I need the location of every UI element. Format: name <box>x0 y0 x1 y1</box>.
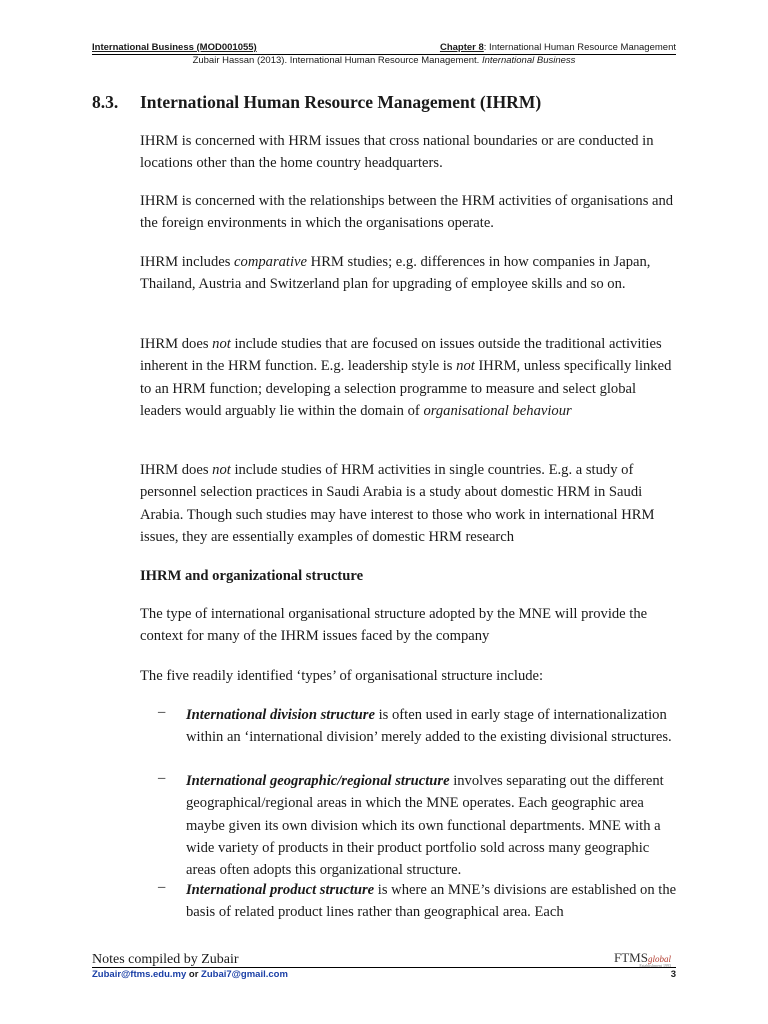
ftms-logo: FTMSglobal Establishment 1993 <box>614 950 671 968</box>
bullet-dash: – <box>158 704 166 720</box>
paragraph-5: IHRM does not include studies of HRM activities in single countries. E.g. a study of personnel selection practices in Saudi Arabia is a study about domestic HRM in Saudi Arabia. Though such studies may have interest to those who work in international HRM issues, they are essentially examples of domestic HRM research <box>140 462 655 545</box>
paragraph-2: IHRM is concerned with the relationships between the HRM activities of organisations and the foreign environments in which the organisations operate. <box>140 193 674 232</box>
bullet-dash: – <box>158 770 166 786</box>
bullet-dash: – <box>158 879 166 895</box>
running-header <box>92 42 676 55</box>
bullet-item: International geographic/regional structure involves separating out the different geographical/regional areas in which the MNE operates. Each geographic area maybe given its own division which its own functional departments. MNE with a wide variety of products in their product portfolio sold across many geographic areas often adopts this organizational structure. <box>186 773 664 879</box>
email-link-2[interactable]: Zubai7@gmail.com <box>201 969 288 980</box>
chapter-label: Chapter 8: International Human Resource Management <box>439 42 676 53</box>
paragraph-4: IHRM does not include studies that are focused on issues outside the traditional activities inherent in the HRM function. E.g. leadership style is not IHRM, unless specifically linked to an HRM function; developing a selection programme to measure and select global leaders would arguably lie within the domain of organisational behaviour <box>140 336 672 419</box>
bullet-term: International geographic/regional structure <box>186 773 450 789</box>
bullet-item: International division structure is often used in early stage of internationalization within an ‘international division’ merely added to the existing divisional structures. <box>186 707 672 746</box>
bullet-term: International product structure <box>186 882 375 898</box>
footer <box>92 969 676 980</box>
section-number: 8.3. <box>92 92 119 112</box>
paragraph-3: IHRM includes comparative HRM studies; e.g. differences in how companies in Japan, Thailand, Austria and Switzerland plan for upgrading of employee skills and so on. <box>140 254 651 293</box>
paragraph-6: The type of international organisational structure adopted by the MNE will provide the context for many of the IHRM issues faced by the company <box>140 606 648 645</box>
subheading: IHRM and organizational structure <box>140 568 364 584</box>
course-code: International Business (MOD001055) <box>92 42 257 53</box>
page-number: 3 <box>670 969 676 980</box>
paragraph-1: IHRM is concerned with HRM issues that cross national boundaries or are conducted in locations other than the home country headquarters. <box>140 133 654 172</box>
bullet-term: International division structure <box>186 707 375 723</box>
footer-emails: Zubair@ftms.edu.my or Zubai7@gmail.com <box>92 969 288 980</box>
bullet-item: International product structure is where an MNE’s divisions are established on the basis of related product lines rather than geographical area. Each <box>186 882 677 921</box>
email-link-1[interactable]: Zubair@ftms.edu.my <box>92 969 187 980</box>
footer-rule <box>92 967 676 968</box>
paragraph-7: The five readily identified ‘types’ of organisational structure include: <box>140 668 544 684</box>
citation: Zubair Hassan (2013). International Human Resource Management. International Business <box>192 55 576 66</box>
notes-compiled: Notes compiled by Zubair <box>92 952 239 967</box>
section-title: International Human Resource Management (IHRM) <box>140 92 542 112</box>
section-heading <box>92 92 541 113</box>
